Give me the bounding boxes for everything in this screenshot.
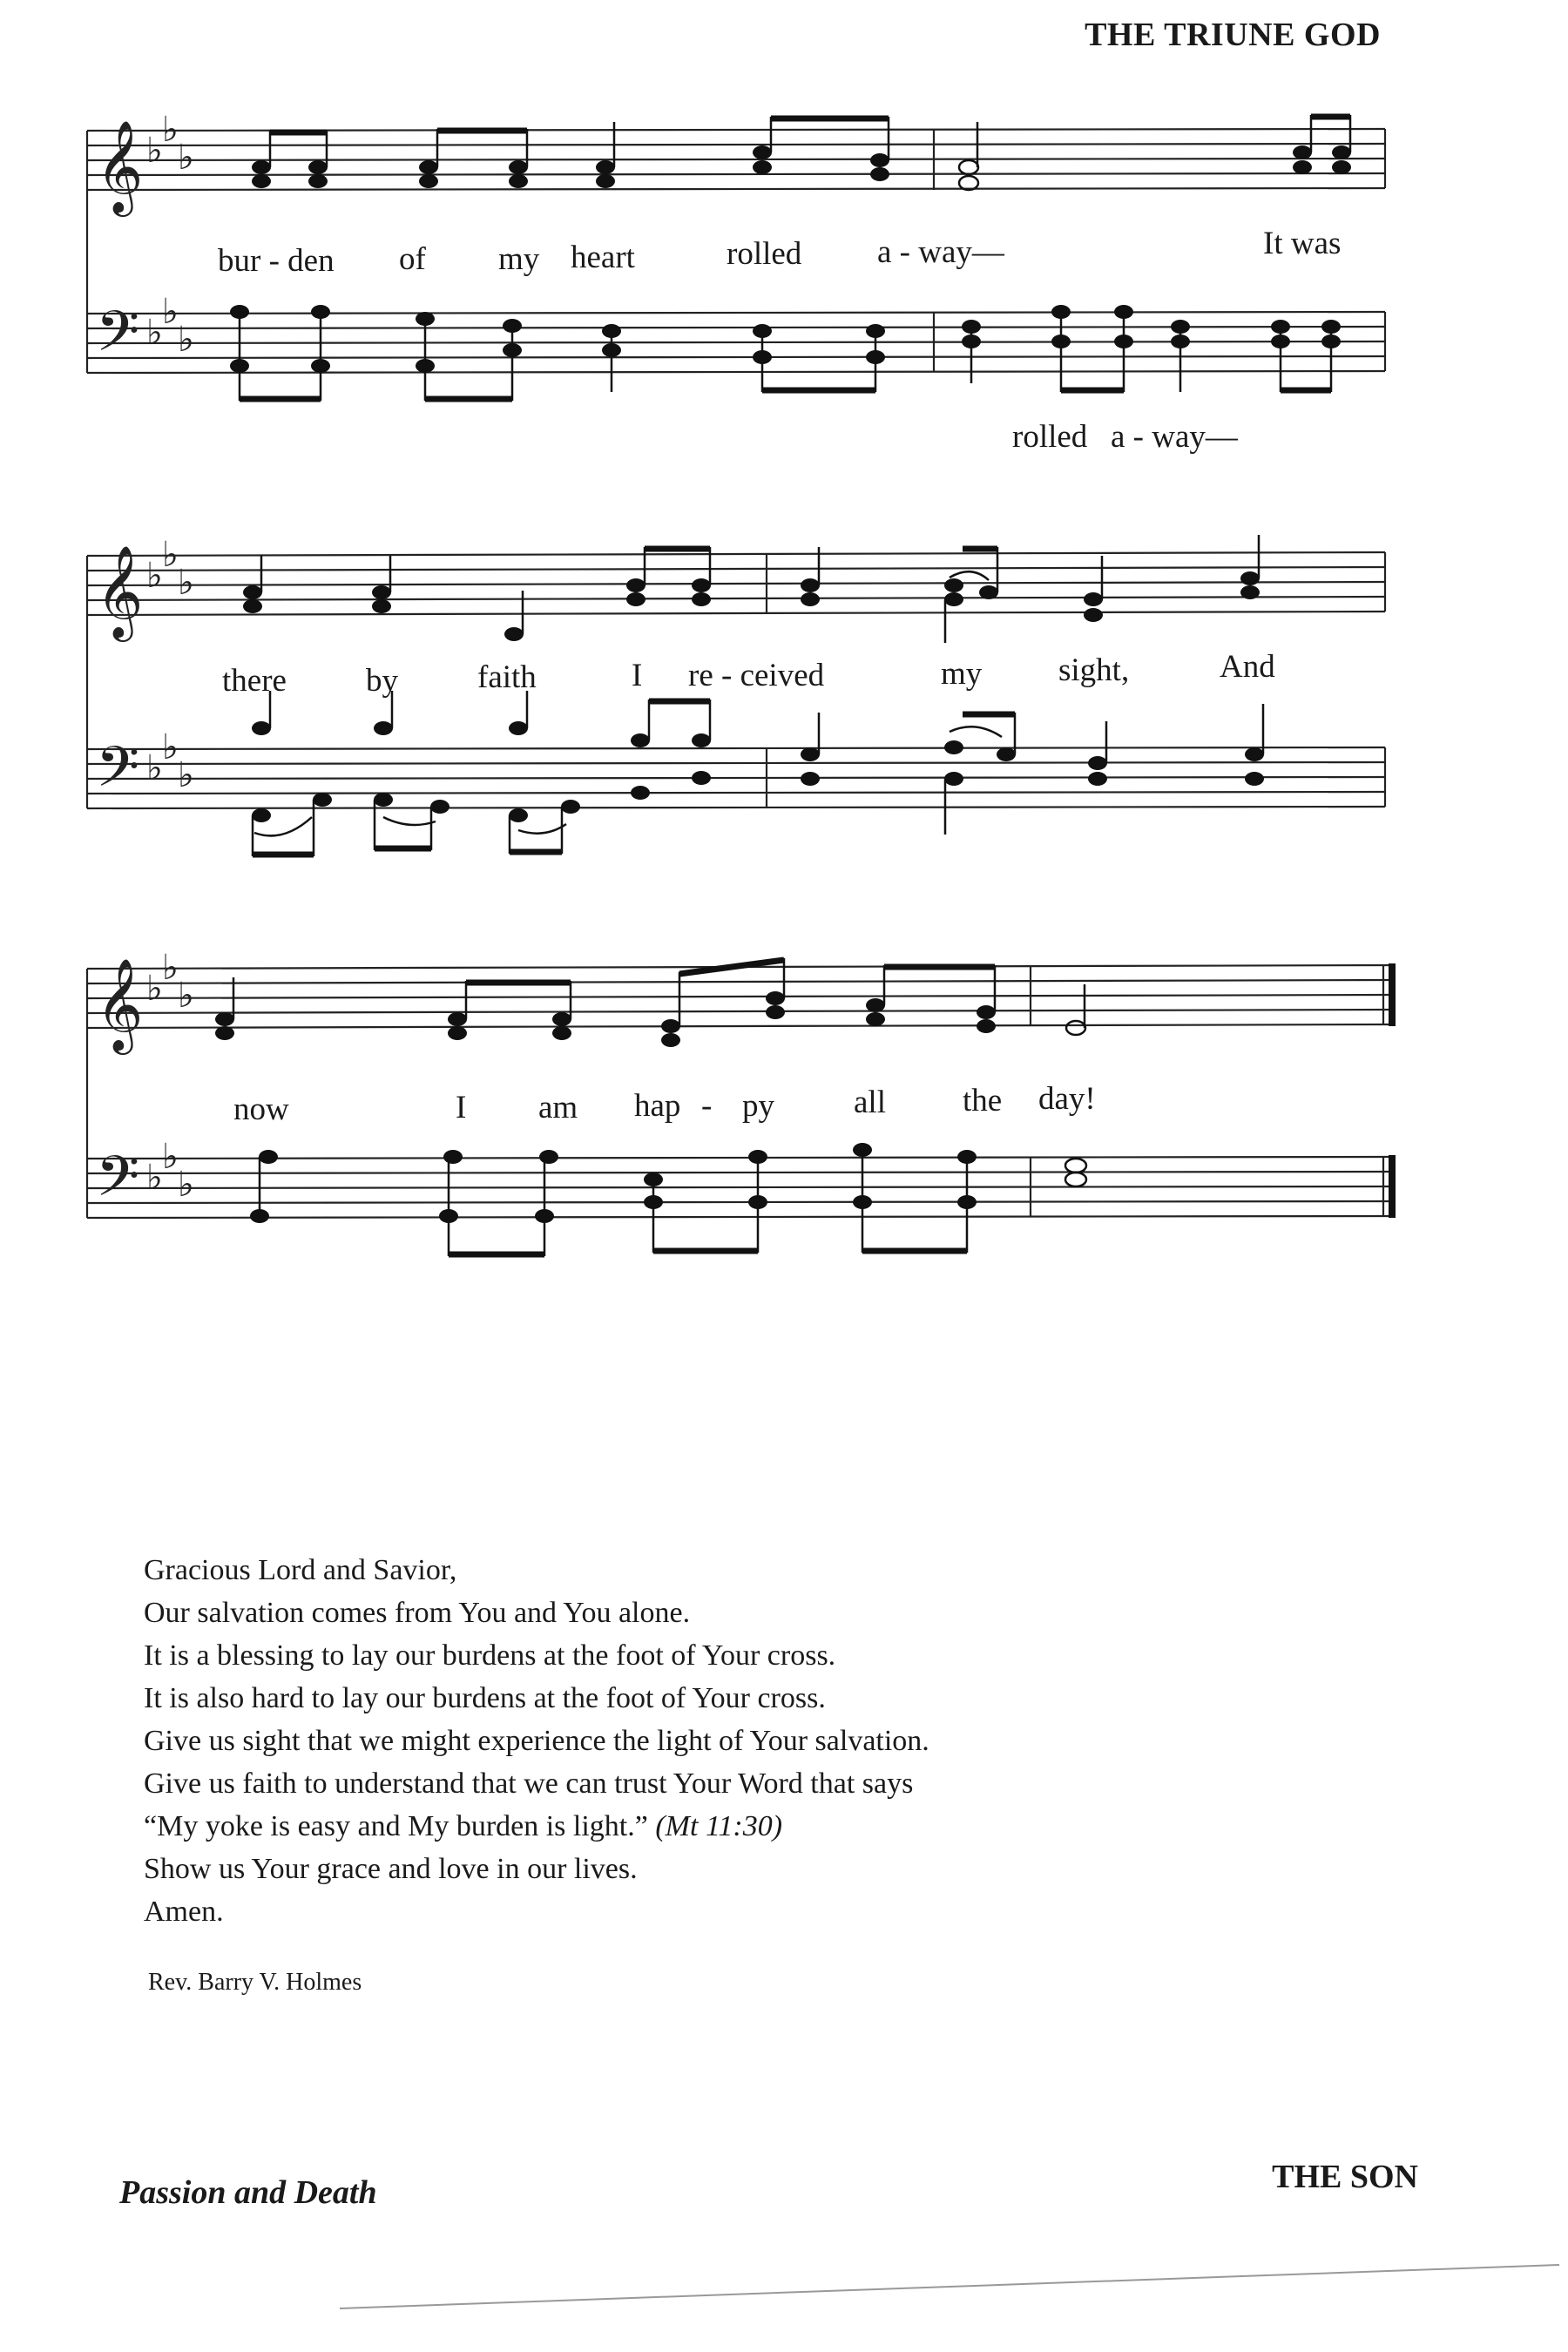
svg-text:𝄢: 𝄢 [96,1145,140,1223]
lyric-s3-1: now [233,1092,289,1127]
svg-text:♭: ♭ [178,563,194,603]
lyric-s2-2: by [366,663,398,699]
lyric-s1-2: of [399,241,426,277]
svg-text:♭: ♭ [178,755,194,795]
lyric-s2-4: I [632,658,643,693]
svg-text:♭: ♭ [162,948,179,988]
prayer-line: It is also hard to lay our burdens at the foot of Your cross. [144,1682,826,1714]
lyric-s3-7: all [854,1085,886,1120]
svg-text:♭: ♭ [146,131,163,171]
svg-text:𝄢: 𝄢 [96,735,140,814]
prayer-line: Amen. [144,1896,224,1928]
quote-text: “My yoke is easy and My burden is light.” [144,1810,648,1842]
svg-text:♭: ♭ [146,748,163,788]
lyric-s1-6: a - way— [877,234,1004,270]
lyric-s1-1: bur - den [218,243,335,279]
prayer-line: Our salvation comes from You and You alone. [144,1597,691,1629]
footer-topic: Passion and Death [119,2174,377,2211]
lyric-s2-6: my [941,656,983,692]
lyric-s3-2: I [456,1090,467,1125]
svg-text:𝄢: 𝄢 [96,300,140,378]
svg-text:♭: ♭ [146,1158,163,1198]
svg-text:♭: ♭ [146,556,163,596]
svg-text:♭: ♭ [162,110,179,150]
lyric-s2-7: sight, [1058,652,1130,688]
lyric-s2-5: re - ceived [688,658,825,693]
section-header: THE TRIUNE GOD [1085,17,1381,53]
svg-text:♭: ♭ [178,138,194,178]
prayer-author: Rev. Barry V. Holmes [148,1969,362,1996]
lyric-s3-9: day! [1038,1081,1096,1117]
svg-text:𝄞: 𝄞 [96,119,144,213]
prayer-line: Give us sight that we might experience the light of Your salvation. [144,1725,929,1757]
prayer-line: Gracious Lord and Savior, [144,1554,457,1586]
lyric-s3-5: - [701,1088,713,1124]
svg-text:𝄞: 𝄞 [96,544,144,638]
svg-text:♭: ♭ [162,1137,179,1177]
footer-section: THE SON [1272,2159,1418,2195]
svg-text:♭: ♭ [146,313,163,353]
lyric-s1-4: heart [571,240,635,275]
lyric-s3-8: the [963,1083,1003,1119]
lyric-s3-6: py [742,1088,774,1124]
svg-text:♭: ♭ [162,727,179,767]
lyric-s2-3: faith [477,659,537,695]
prayer-line: Show us Your grace and love in our lives. [144,1853,638,1885]
lyric-s2-1: there [222,663,287,699]
lyric-s2-8: And [1220,649,1275,685]
scripture-reference: (Mt 11:30) [655,1810,783,1842]
svg-text:♭: ♭ [162,535,179,575]
lyric-s3-3: am [538,1090,578,1125]
svg-text:♭: ♭ [178,976,194,1016]
svg-text:♭: ♭ [162,292,179,332]
lyric-s1-bottom-1: rolled [1012,419,1088,455]
lyric-s1-bottom-2: a - way— [1111,419,1238,455]
prayer-line: It is a blessing to lay our burdens at the foot of Your cross. [144,1639,836,1672]
prayer-line: Give us faith to understand that we can trust Your Word that says [144,1767,914,1800]
svg-text:♭: ♭ [146,969,163,1009]
svg-text:♭: ♭ [178,320,194,360]
lyric-s3-4: hap [634,1088,681,1124]
lyric-s1-5: rolled [727,236,802,272]
svg-text:♭: ♭ [178,1165,194,1205]
lyric-s1-7: It was [1263,226,1342,261]
lyric-s1-3: my [498,241,540,277]
svg-text:𝄞: 𝄞 [96,957,144,1051]
